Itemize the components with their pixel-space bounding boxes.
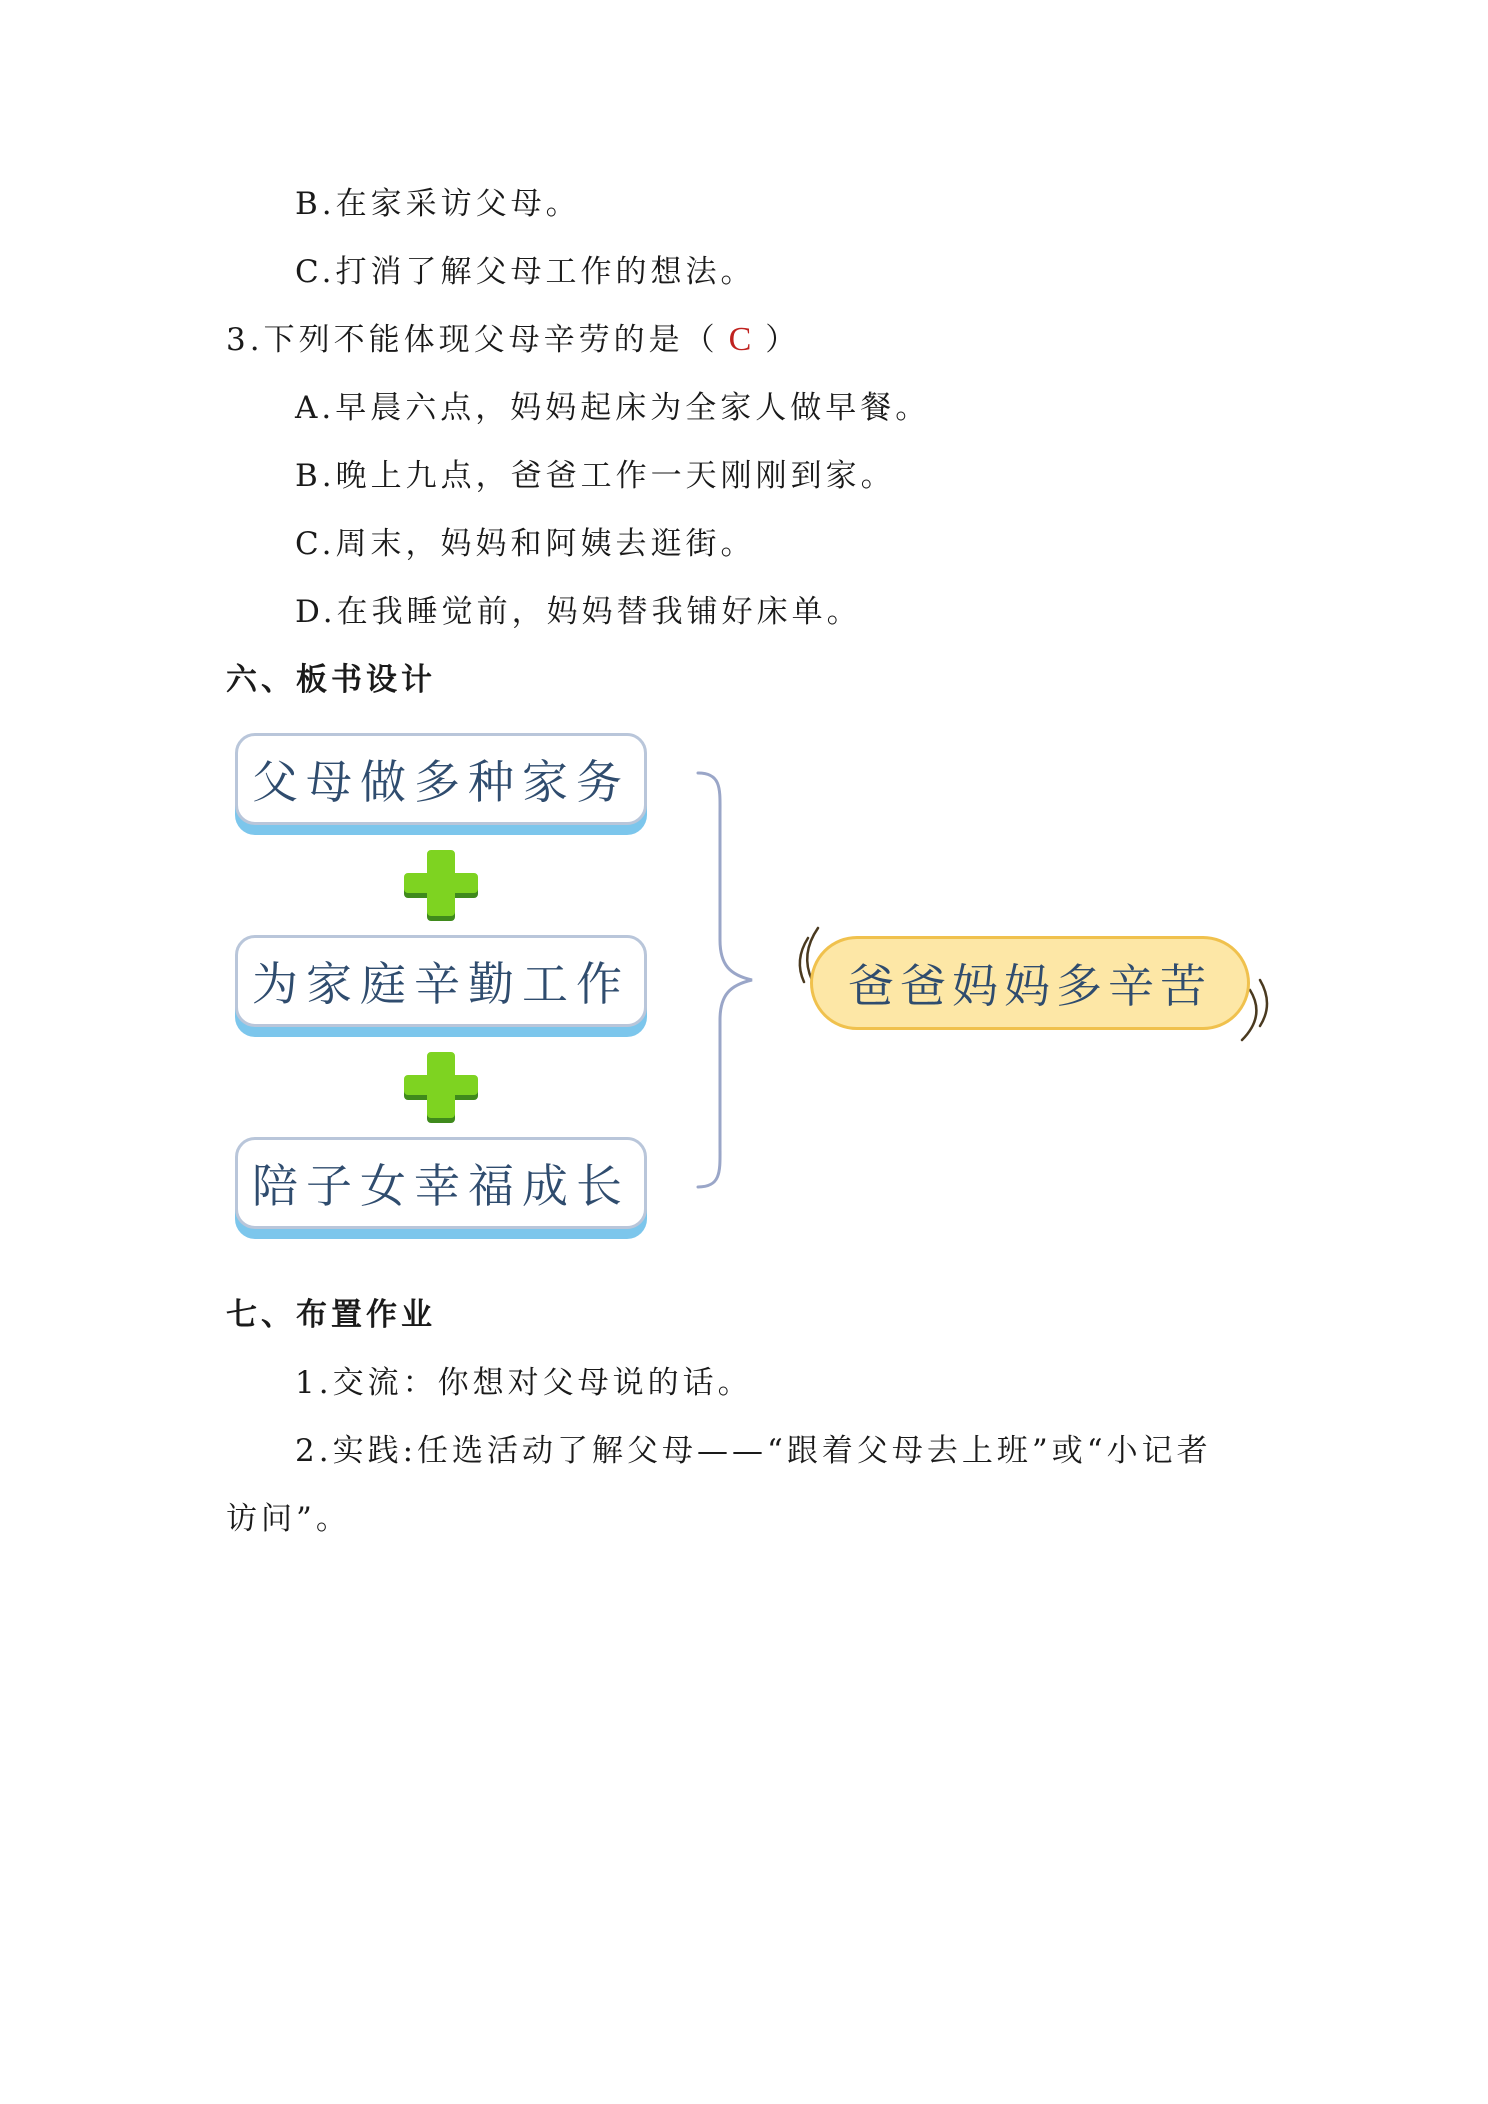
brace-icon [690,770,760,1190]
homework-item-2-line2: 访问”。 [226,1501,351,1537]
q3-option-b: B.晚上九点，爸爸工作一天刚刚到家。 [295,458,896,494]
section7-heading: 七、布置作业 [226,1297,436,1333]
board-item-2 [235,935,647,1027]
board-item-3-text: 陪子女幸福成长 [252,1159,630,1213]
q3-stem-suffix: ） [765,322,801,358]
board-item-1-text: 父母做多种家务 [252,755,630,809]
board-item-1 [235,733,647,825]
board-item-2-text: 为家庭辛勤工作 [252,957,630,1011]
q3-stem [226,320,800,360]
q3-stem-prefix: 3.下列不能体现父母辛劳的是（ [226,322,719,358]
board-result [810,936,1250,1030]
q2-option-c: C.打消了解父母工作的想法。 [295,254,756,290]
board-result-text: 爸爸妈妈多辛苦 [848,959,1212,1013]
plus-icon [404,848,478,922]
board-item-3 [235,1137,647,1229]
homework-item-1: 1.交流：你想对父母说的话。 [295,1365,753,1401]
q2-option-b: B.在家采访父母。 [295,186,581,222]
homework-item-2-line1: 2.实践:任选活动了解父母——“跟着父母去上班”或“小记者 [295,1433,1212,1469]
section6-heading: 六、板书设计 [226,662,436,698]
q3-option-d: D.在我睡觉前，妈妈替我铺好床单。 [295,594,862,630]
q3-option-c: C.周末，妈妈和阿姨去逛街。 [295,526,756,562]
plus-icon [404,1050,478,1124]
q3-answer: C [728,321,756,358]
q3-option-a: A.早晨六点，妈妈起床为全家人做早餐。 [295,390,931,426]
